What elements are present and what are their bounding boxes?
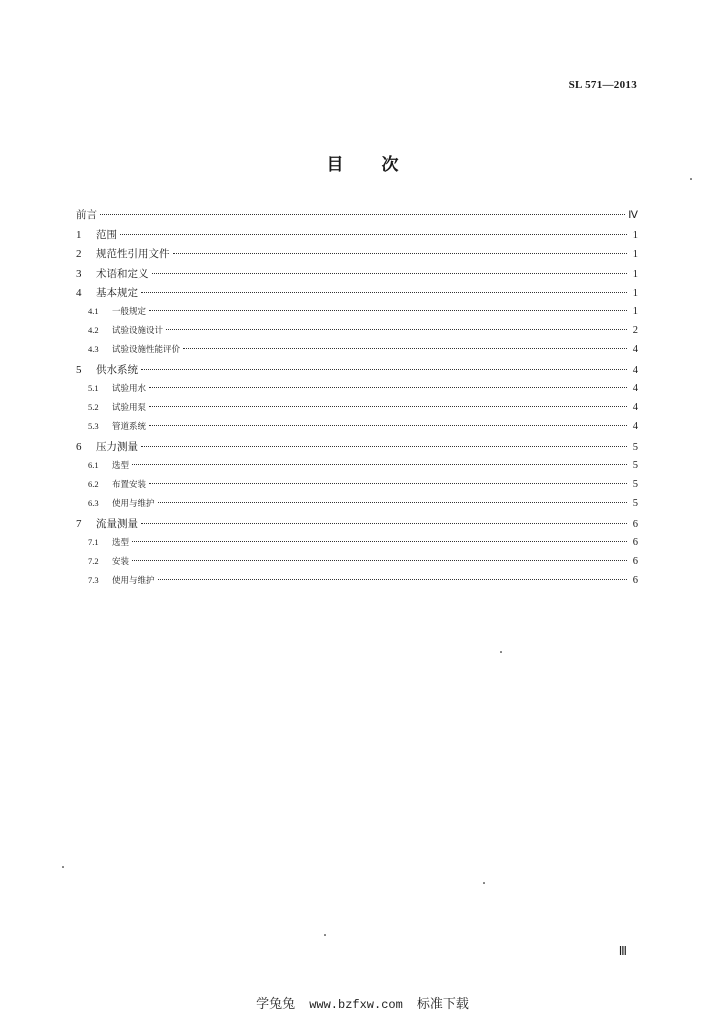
toc-entry-label: 试验用泵	[112, 402, 147, 413]
toc-entry-label: 规范性引用文件	[96, 248, 170, 260]
page-number: Ⅲ	[618, 944, 627, 958]
toc-entry[interactable]	[76, 343, 638, 362]
toc-entry-number: 3	[76, 267, 82, 280]
toc-leader-dots	[166, 329, 627, 330]
toc-entry-number: 2	[76, 248, 82, 260]
toc-entry[interactable]	[76, 266, 638, 286]
toc-entry-number: 7.3	[88, 575, 99, 586]
toc-entry-page: 6	[632, 519, 638, 531]
scan-speck	[500, 651, 502, 653]
toc-entry-number: 5	[76, 364, 82, 377]
toc-entry-page: 4	[632, 365, 638, 377]
toc-entry-number: 4.3	[88, 343, 99, 354]
toc-entry-label: 选型	[112, 537, 130, 548]
toc-entry[interactable]	[76, 382, 638, 401]
toc-entry[interactable]	[76, 227, 638, 247]
title-char-2: 次	[381, 155, 399, 175]
toc-entry-label: 供水系统	[96, 364, 138, 377]
toc-entry-number: 5.1	[88, 382, 99, 393]
toc-leader-dots	[173, 253, 628, 254]
scan-speck	[62, 866, 64, 868]
toc-leader-dots	[141, 523, 627, 524]
page-title	[0, 150, 725, 175]
toc-leader-dots	[149, 310, 627, 311]
toc-entry[interactable]	[76, 536, 638, 555]
toc-leader-dots	[141, 369, 627, 370]
toc-leader-dots	[158, 502, 627, 503]
toc-entry[interactable]	[76, 401, 638, 420]
toc-entry-page: 5	[632, 478, 638, 490]
toc-entry-number: 7	[76, 518, 82, 531]
toc-leader-dots	[141, 292, 627, 293]
toc-entry-page: 6	[632, 575, 638, 587]
toc-entry-number: 7.1	[88, 536, 99, 547]
toc-entry-number: 5.3	[88, 420, 99, 431]
toc-leader-dots	[132, 464, 627, 465]
toc-entry-number: 1	[76, 228, 82, 241]
toc-entry-label: 范围	[96, 228, 117, 241]
toc-leader-dots	[149, 425, 627, 426]
toc-entry-page: 1	[632, 268, 638, 280]
toc-leader-dots	[141, 446, 627, 447]
toc-entry[interactable]	[76, 246, 638, 266]
toc-entry-label: 压力测量	[96, 441, 138, 454]
toc-entry-label: 使用与维护	[112, 576, 155, 587]
toc-entry[interactable]	[76, 285, 638, 305]
toc-entry-label: 选型	[112, 460, 130, 471]
toc-entry-page: 1	[632, 229, 638, 241]
toc-entry-label: 试验设施设计	[112, 325, 164, 336]
toc-entry[interactable]	[76, 420, 638, 439]
standard-code: SL 571—2013	[568, 79, 637, 91]
toc-entry-label: 术语和定义	[96, 267, 149, 280]
scan-speck	[483, 882, 485, 884]
scan-speck	[324, 934, 326, 936]
title-char-1: 目	[326, 155, 344, 175]
toc-entry-page: 1	[632, 249, 638, 260]
toc-entry[interactable]	[76, 324, 638, 343]
toc-entry-page: 2	[632, 324, 638, 336]
toc-entry-label: 安装	[112, 556, 130, 567]
footer-site-name: 学兔兔	[256, 997, 296, 1012]
toc-entry[interactable]	[76, 207, 638, 227]
toc-entry-page: 5	[632, 442, 638, 454]
footer-url[interactable]: www.bzfxw.com	[309, 998, 403, 1012]
toc-entry-page: 5	[632, 498, 638, 509]
toc-entry-number: 5.2	[88, 401, 99, 412]
toc-entry-label: 试验设施性能评价	[112, 344, 181, 355]
toc-entry[interactable]	[76, 305, 638, 324]
toc-entry-number: 4.2	[88, 324, 99, 335]
toc-entry[interactable]	[76, 362, 638, 382]
toc-entry-label: 试验用水	[112, 383, 147, 394]
toc-entry-label: 前言	[76, 209, 97, 221]
toc-entry-page: 4	[632, 343, 638, 355]
toc-entry-label: 布置安装	[112, 479, 147, 490]
toc-entry-number: 7.2	[88, 555, 99, 566]
toc-entry-page: 1	[632, 305, 638, 317]
toc-entry-page: 4	[632, 401, 638, 413]
scan-speck	[690, 178, 692, 180]
toc-entry-number: 6.2	[88, 478, 99, 489]
toc-leader-dots	[149, 387, 627, 388]
toc-entry-page: Ⅳ	[628, 210, 638, 221]
toc-entry-page: 4	[632, 382, 638, 394]
toc-entry-number: 6.1	[88, 459, 99, 470]
toc-entry-page: 5	[632, 459, 638, 471]
toc-entry-number: 4	[76, 287, 82, 299]
toc-leader-dots	[149, 483, 627, 484]
toc-entry[interactable]	[76, 478, 638, 497]
table-of-contents	[76, 207, 638, 593]
footer-watermark	[0, 993, 725, 1012]
toc-leader-dots	[152, 273, 628, 274]
toc-entry[interactable]	[76, 574, 638, 593]
toc-entry[interactable]	[76, 555, 638, 574]
toc-entry-label: 使用与维护	[112, 499, 155, 509]
toc-entry-page: 6	[632, 555, 638, 567]
toc-entry-page: 6	[632, 536, 638, 548]
toc-entry[interactable]	[76, 439, 638, 459]
toc-leader-dots	[132, 541, 627, 542]
toc-entry[interactable]	[76, 497, 638, 516]
toc-leader-dots	[120, 234, 627, 235]
toc-entry-page: 1	[632, 288, 638, 299]
toc-leader-dots	[149, 406, 627, 407]
toc-entry[interactable]	[76, 516, 638, 536]
toc-entry-label: 流量测量	[96, 518, 138, 531]
toc-entry-number: 6.3	[88, 498, 99, 508]
footer-tagline: 标准下载	[416, 997, 469, 1012]
toc-entry-number: 6	[76, 441, 82, 454]
toc-leader-dots	[158, 579, 627, 580]
toc-leader-dots	[183, 348, 627, 349]
toc-entry-page: 4	[632, 420, 638, 432]
toc-leader-dots	[132, 560, 627, 561]
toc-entry[interactable]	[76, 459, 638, 478]
toc-leader-dots	[100, 214, 625, 215]
toc-entry-label: 基本规定	[96, 287, 138, 299]
toc-entry-number: 4.1	[88, 305, 99, 316]
toc-entry-label: 管道系统	[112, 421, 147, 432]
toc-entry-label: 一般规定	[112, 306, 147, 317]
